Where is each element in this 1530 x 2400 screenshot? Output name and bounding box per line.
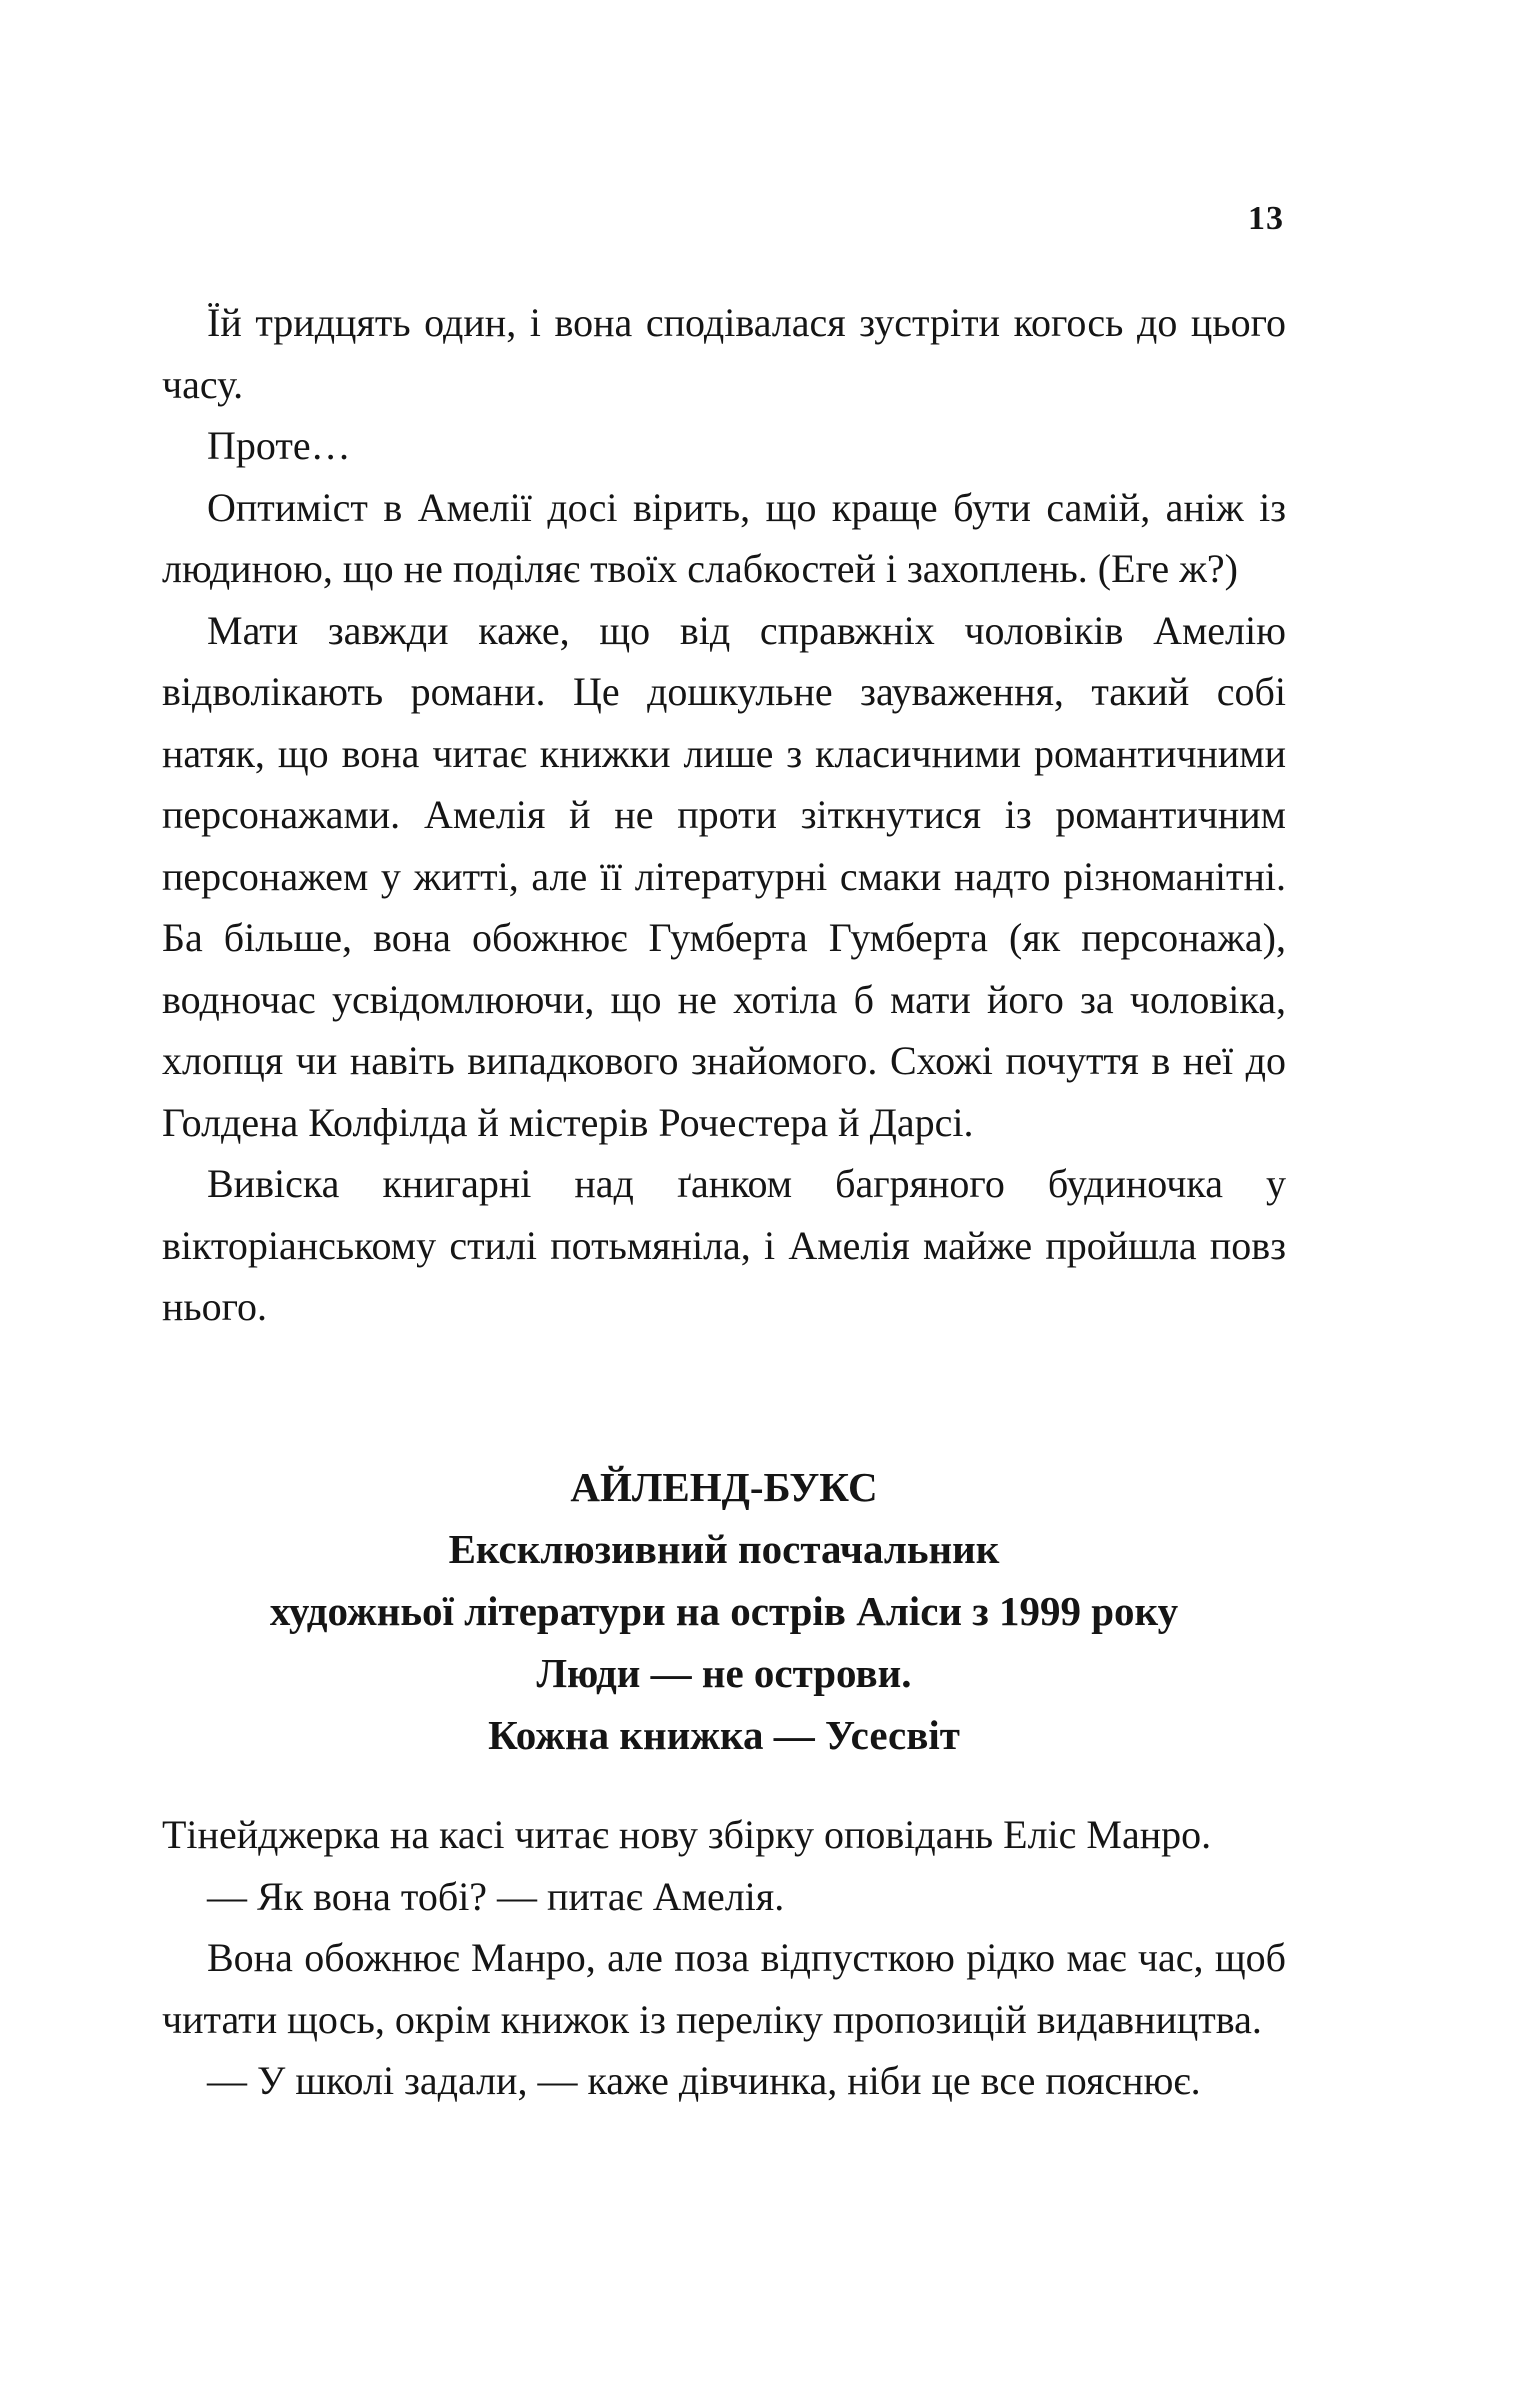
paragraph: Вивіска книгарні над ґанком багряного будиночка у вікторіанському стилі потьмяніла, і Амелія майже пройшла повз нього. [162, 1161, 1286, 1329]
page-number: 13 [1248, 200, 1284, 237]
dialogue-line: — Як вона тобі? — питає Амелія. [207, 1873, 785, 1919]
paragraph: Вона обожнює Манро, але поза відпусткою рідко має час, щоб читати щось, окрім книжок із переліку пропозицій видавництва. [162, 1935, 1286, 2042]
paragraph: Їй тридцять один, і вона сподівалася зустріти когось до цього часу. [162, 300, 1286, 407]
paragraph: Проте… [207, 423, 351, 468]
body-text-section-2 [162, 1804, 1286, 2112]
paragraph: Тінейджерка на касі читає нову збірку оповідань Еліс Манро. [162, 1812, 1212, 1857]
sign-line: Ексклюзивний постачальник [448, 1526, 1000, 1572]
dialogue-line: — У школі задали, — каже дівчинка, ніби це все пояснює. [207, 2058, 1201, 2103]
bookstore-sign [162, 1456, 1286, 1766]
paragraph: Мати завжди каже, що від справжніх чоловіків Амелію відволікають романи. Це дошкульне зауваження, такий собі натяк, що вона читає книжки лише з класичними романтичними персонажами. Амелія й не проти зіткнутися із романтичним персонажем у житті, але її літературні смаки надто різноманітні. Ба більше, вона обожнює Гумберта Гумберта (як персонажа), водночас усвідомлюючи, що не хотіла б мати його за чоловіка, хлопця чи навіть випадкового знайомого. Схожі почуття в неї до Голдена Колфілда й містерів Рочестера й Дарсі. [162, 607, 1286, 1145]
paragraph: Оптиміст в Амелії досі вірить, що краще бути самій, аніж із людиною, що не поділяє твоїх слабкостей і захоплень. (Еге ж?) [162, 484, 1286, 591]
sign-line: художньої літератури на острів Аліси з 1999 року [269, 1588, 1179, 1634]
sign-line: Люди — не острови. [536, 1650, 912, 1696]
sign-line: Кожна книжка — Усесвіт [488, 1712, 960, 1758]
body-text-section-1 [162, 292, 1286, 1338]
sign-title: АЙЛЕНД-БУКС [570, 1464, 878, 1510]
